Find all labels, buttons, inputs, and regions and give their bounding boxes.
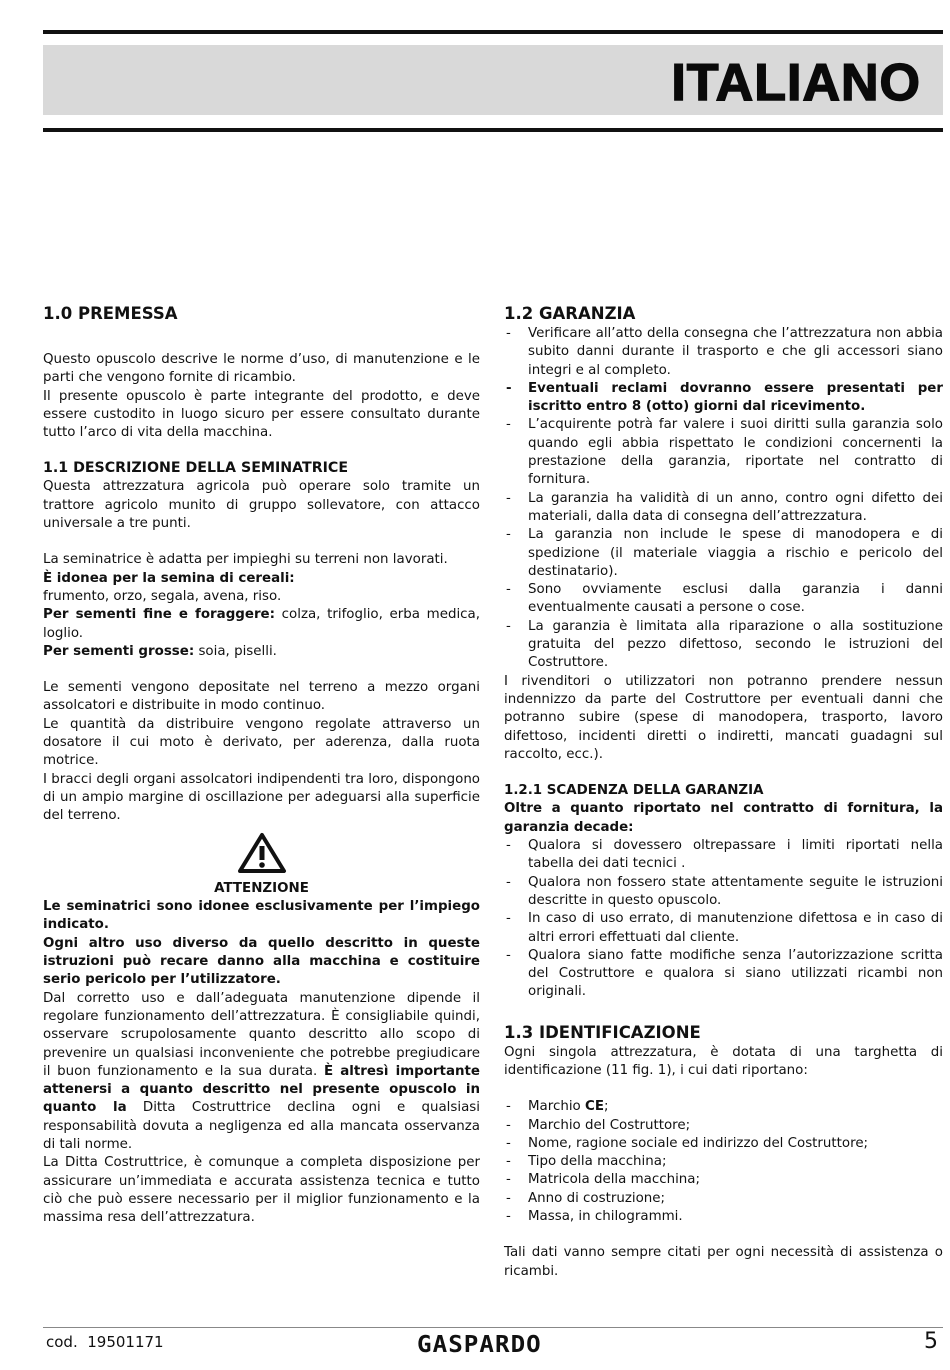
sementi-fine-text: colza, trifoglio, erba medica, loglio.: [43, 607, 480, 641]
identificazione-item: - Nome, ragione sociale ed indirizzo del Costruttore;: [504, 1135, 943, 1153]
scadenza-item: - Qualora non fossero state attentamente seguite le istruzioni descritte in questo opuscolo.: [504, 874, 943, 911]
language-banner: [43, 45, 943, 115]
banner-bottom-rule: [43, 128, 943, 132]
section-1-0-heading: 1.0 PREMESSA: [43, 304, 178, 323]
section-1-2-1-heading: 1.2.1 SCADENZA DELLA GARANZIA: [504, 783, 764, 799]
warning-paragraph-2: La Ditta Costruttrice, è comunque a completa disposizione per assicurare un’immediata e accurata assistenza tecnica e tutto ciò che può essere necessario per il miglior funzionamento e la massima resa dell’attrezzatura.: [43, 1155, 480, 1226]
banner-title: ITALIANO: [671, 54, 921, 112]
garanzia-list: [504, 325, 943, 673]
garanzia-paragraph: I rivenditori o utilizzatori non potranno prendere nessun indennizzo da parte del Costruttore per eventuali danni che potranno subire (spese di manodopera, trasporto, lavoro difettoso, incidenti diretti o indiretti, mancati guadagni sul raccolto, ecc.).: [504, 673, 943, 762]
descrizione-paragraph-1: Questa attrezzatura agricola può operare solo tramite un trattore agricolo munito di gruppo sollevatore, con attacco universale a tre punti.: [43, 479, 480, 532]
page-number: 5: [924, 1329, 938, 1354]
section-1-2-heading: 1.2 GARANZIA: [504, 304, 636, 323]
warning-bold-1: Le seminatrici sono idonee esclusivamente per l’impiego indicato.: [43, 899, 480, 933]
cereali-text: frumento, orzo, segala, avena, riso.: [43, 588, 282, 604]
identificazione-closing: Tali dati vanno sempre citati per ogni necessità di assistenza o ricambi.: [504, 1245, 943, 1279]
warning-paragraph-1: [43, 990, 480, 1155]
cereali-label: È idonea per la semina di cereali:: [43, 570, 295, 586]
warning-bold-2: Ogni altro uso diverso da quello descritto in queste istruzioni può recare danno alla macchina e costituire serio pericolo per l’utilizzatore.: [43, 935, 480, 988]
brand-logo: GASPARDO: [417, 1332, 542, 1358]
warning-label: ATTENZIONE: [214, 880, 309, 896]
identificazione-item: - Matricola della macchina;: [504, 1171, 943, 1189]
identificazione-item: - Marchio del Costruttore;: [504, 1117, 943, 1135]
warning-paragraph-1-bold: È altresì importante attenersi a quanto descritto nel presente opuscolo in quanto la: [43, 1063, 480, 1116]
ce-mark: CE: [585, 1099, 604, 1115]
left-column: [43, 303, 480, 1227]
footer-rule: [43, 1327, 943, 1328]
marchio-text: Marchio: [528, 1099, 585, 1115]
sementi-fine-label: Per sementi fine e foraggere:: [43, 607, 275, 623]
sementi-grosse-label: Per sementi grosse:: [43, 643, 195, 659]
warning-paragraph-1-text: Dal corretto uso e dall’adeguata manutenzione dipende il regolare funzionamento dell’attrezzatura. È consigliabile quindi, osservare scrupolosamente quanto descritto allo scopo di prevenire un qualsiasi inconveniente che potrebbe pregiudicare il buon funzionamento e la sua durata.: [43, 990, 480, 1079]
section-1-1-heading: 1.1 DESCRIZIONE DELLA SEMINATRICE: [43, 460, 349, 477]
garanzia-item: - La garanzia non include le spese di manodopera e di spedizione (il materiale viaggia a rischio e pericolo del destinatario).: [504, 526, 943, 581]
sementi-grosse-line: [43, 643, 480, 661]
identificazione-paragraph: Ogni singola attrezzatura, è dotata di una targhetta di identificazione (11 fig. 1), i cui dati riportano:: [504, 1044, 943, 1078]
garanzia-item: - Eventuali reclami dovranno essere presentati per iscritto entro 8 (otto) giorni dal ricevimento.: [504, 380, 943, 417]
scadenza-lead: Oltre a quanto riportato nel contratto di fornitura, la garanzia decade:: [504, 801, 943, 835]
scadenza-item: - Qualora si dovessero oltrepassare i limiti riportati nella tabella dei dati tecnici .: [504, 837, 943, 874]
semicolon: ;: [603, 1099, 609, 1115]
descrizione-paragraph-4: Le quantità da distribuire vengono regolate attraverso un dosatore il cui moto è derivato, per aderenza, dalla ruota motrice.: [43, 716, 480, 769]
warning-paragraph-1-end: Ditta Costruttrice declina ogni e qualsiasi responsabilità dovuta a negligenza ed alla mancata osservanza di tali norme.: [43, 1100, 481, 1152]
scadenza-item: - In caso di uso errato, di manutenzione difettosa e in caso di altri errori effettuati dal cliente.: [504, 910, 943, 947]
identificazione-item: - Massa, in chilogrammi.: [504, 1208, 943, 1226]
premessa-paragraph-2: Il presente opuscolo è parte integrante del prodotto, e deve essere custodito in luogo sicuro per essere consultato durante tutto l’arco di vita della macchina.: [43, 388, 480, 441]
document-code: cod. 19501171: [46, 1333, 164, 1351]
garanzia-item: - Verificare all’atto della consegna che l’attrezzatura non abbia subito danni durante il trasporto e che gli accessori siano integri e al completo.: [504, 325, 943, 380]
garanzia-item: - L’acquirente potrà far valere i suoi diritti sulla garanzia solo quando egli abbia rispettato le condizioni concernenti la prestazione della garanzia, riportate nel contratto di fornitura.: [504, 416, 943, 489]
descrizione-paragraph-5: I bracci degli organi assolcatori indipendenti tra loro, dispongono di un ampio margine di oscillazione per adeguarsi alla superficie del terreno.: [43, 771, 480, 824]
identificazione-item: - Tipo della macchina;: [504, 1153, 943, 1171]
warning-triangle-icon: [237, 832, 287, 874]
garanzia-item: - La garanzia è limitata alla riparazione o alla sostituzione gratuita del pezzo difettoso, secondo le istruzioni del Costruttore.: [504, 618, 943, 673]
sementi-grosse-text: soia, piselli.: [194, 643, 277, 659]
sementi-fine-line: [43, 606, 480, 643]
descrizione-paragraph-2: La seminatrice è adatta per impieghi su terreni non lavorati.: [43, 552, 448, 568]
scadenza-item: - Qualora siano fatte modifiche senza l’autorizzazione scritta del Costruttore e qualora si siano utilizzati ricambi non originali.: [504, 947, 943, 1002]
identificazione-list: [504, 1098, 943, 1226]
garanzia-item: - La garanzia ha validità di un anno, contro ogni difetto dei materiali, dalla data di consegna dell’attrezzatura.: [504, 490, 943, 527]
scadenza-list: [504, 837, 943, 1002]
right-column: [504, 303, 943, 1281]
top-rule: [43, 30, 943, 34]
identificazione-item: - Anno di costruzione;: [504, 1190, 943, 1208]
descrizione-paragraph-3: Le sementi vengono depositate nel terreno a mezzo organi assolcatori e distribuite in modo continuo.: [43, 680, 480, 714]
garanzia-item: - Sono ovviamente esclusi dalla garanzia i danni eventualmente causati a persone o cose.: [504, 581, 943, 618]
premessa-paragraph-1: Questo opuscolo descrive le norme d’uso, di manutenzione e le parti che vengono fornite di ricambio.: [43, 352, 480, 386]
warning-block: [43, 832, 480, 899]
identificazione-item-ce: [504, 1098, 943, 1116]
section-1-3-heading: 1.3 IDENTIFICAZIONE: [504, 1022, 701, 1042]
